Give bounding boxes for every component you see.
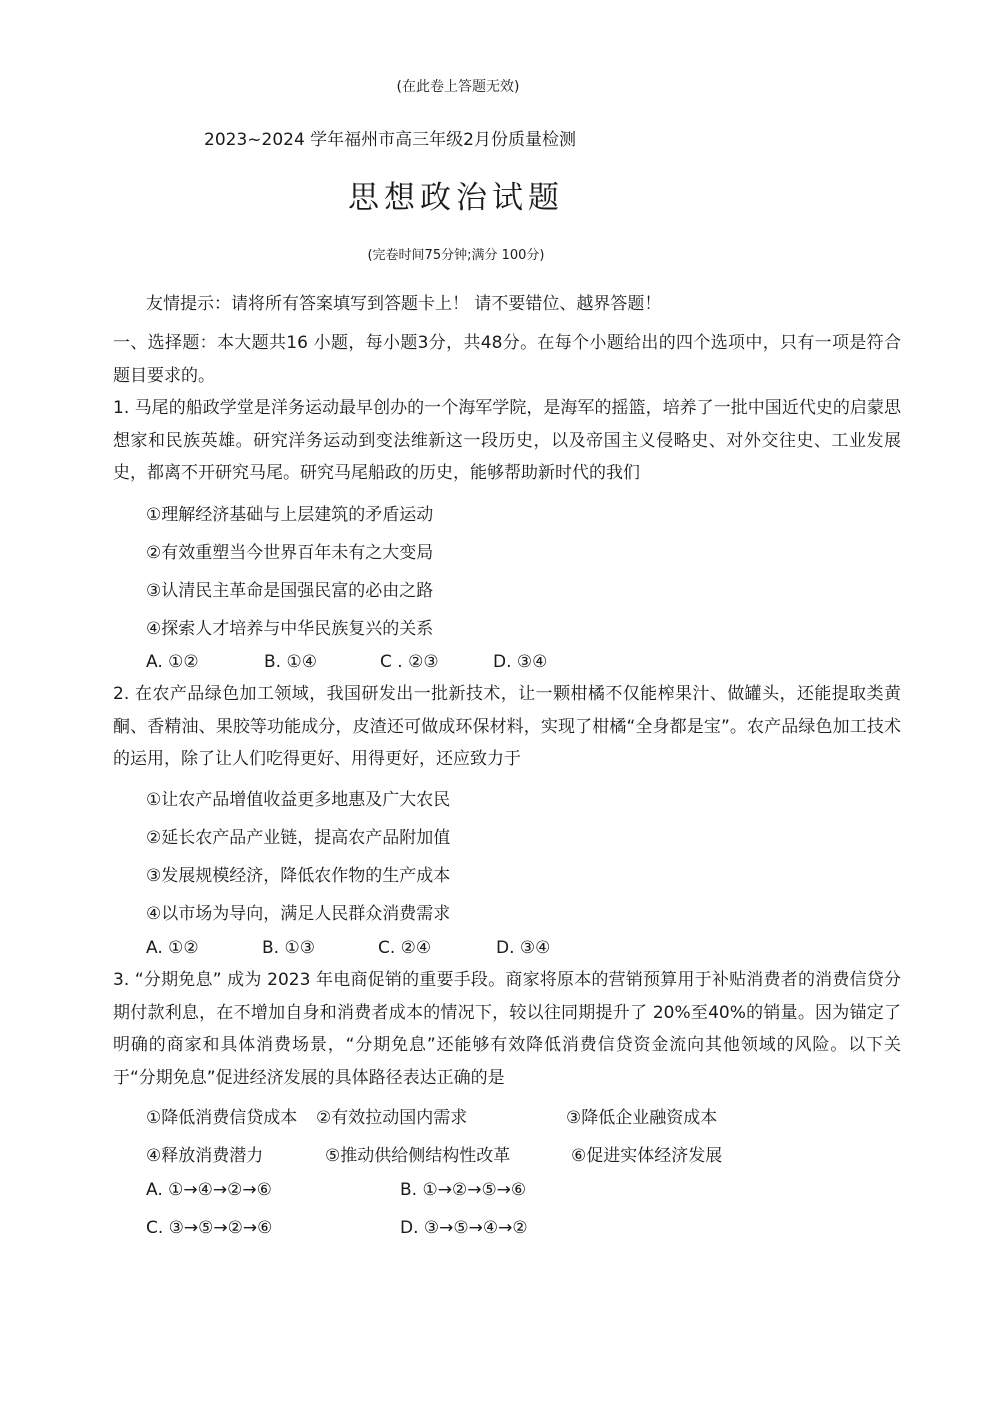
question-1-option-c[interactable]: C . ②③ xyxy=(380,652,439,672)
question-3-option-c[interactable]: C. ③→⑤→②→⑥ xyxy=(146,1218,273,1238)
friendly-tip: 友情提示：请将所有答案填写到答题卡上！ 请不要错位、越界答题！ xyxy=(146,294,662,314)
question-3-stem: 3. “分期免息” 成为 2023 年电商促销的重要手段。商家将原本的营销预算用于补贴消费者的消费信贷分期付款利息，在不增加自身和消费者成本的情况下，较以往同期提升了 20%至40%的销量。因为锚定了明确的商家和具体消费场景，“分期免息”还能够有效降低消费信贷资金流向其他领域的风险。以下关于“分期免息”促进经济发展的具体路径表达正确的是 xyxy=(113,970,901,1088)
question-1-item-1: ①理解经济基础与上层建筑的矛盾运动 xyxy=(146,505,434,525)
question-2-item-2: ②延长农产品产业链，提高农产品附加值 xyxy=(146,828,451,848)
question-3-item-4: ④释放消费潜力 xyxy=(146,1146,264,1166)
question-2-option-b[interactable]: B. ①③ xyxy=(262,938,315,958)
question-2-item-3: ③发展规模经济，降低农作物的生产成本 xyxy=(146,866,451,886)
question-3-option-b[interactable]: B. ①→②→⑤→⑥ xyxy=(400,1180,527,1200)
question-2-item-1: ①让农产品增值收益更多地惠及广大农民 xyxy=(146,790,451,810)
question-2-option-a[interactable]: A. ①② xyxy=(146,938,199,958)
question-3-item-2: ②有效拉动国内需求 xyxy=(316,1108,468,1128)
question-3-option-a[interactable]: A. ①→④→②→⑥ xyxy=(146,1180,272,1200)
question-1-option-d[interactable]: D. ③④ xyxy=(493,652,548,672)
question-3-item-5: ⑤推动供给侧结构性改革 xyxy=(325,1146,511,1166)
question-1-item-2: ②有效重塑当今世界百年未有之大变局 xyxy=(146,543,434,563)
exam-title: 2023~2024 学年福州市高三年级2月份质量检测 xyxy=(204,130,576,150)
question-2-option-d[interactable]: D. ③④ xyxy=(496,938,551,958)
question-3-option-d[interactable]: D. ③→⑤→④→② xyxy=(400,1218,528,1238)
question-1-item-4: ④探索人才培养与中华民族复兴的关系 xyxy=(146,619,434,639)
question-1-option-b[interactable]: B. ①④ xyxy=(264,652,317,672)
question-1-stem: 1. 马尾的船政学堂是洋务运动最早创办的一个海军学院，是海军的摇篮，培养了一批中国近代史的启蒙思想家和民族英雄。研究洋务运动到变法维新这一段历史，以及帝国主义侵略史、对外交往史、工业发展史，都离不开研究马尾。研究马尾船政的历史，能够帮助新时代的我们 xyxy=(113,398,901,483)
exam-duration: (完卷时间75分钟;满分 100分) xyxy=(367,248,545,263)
question-2-stem: 2. 在农产品绿色加工领域，我国研发出一批新技术，让一颗柑橘不仅能榨果汁、做罐头，还能提取类黄酮、香精油、果胶等功能成分，皮渣还可做成环保材料，实现了柑橘“全身都是宝”。农产品绿色加工技术的运用，除了让人们吃得更好、用得更好，还应致力于 xyxy=(113,684,901,769)
section-heading: 一、选择题：本大题共16 小题，每小题3分，共48分。在每个小题给出的四个选项中，只有一项是符合题目要求的。 xyxy=(113,333,901,386)
invalid-answer-notice: (在此卷上答题无效) xyxy=(396,79,520,95)
question-1-item-3: ③认清民主革命是国强民富的必由之路 xyxy=(146,581,434,601)
question-3-item-6: ⑥促进实体经济发展 xyxy=(571,1146,723,1166)
question-2-option-c[interactable]: C. ②④ xyxy=(378,938,432,958)
question-2-item-4: ④以市场为导向，满足人民群众消费需求 xyxy=(146,904,451,924)
question-3-item-3: ③降低企业融资成本 xyxy=(566,1108,718,1128)
question-1-option-a[interactable]: A. ①② xyxy=(146,652,199,672)
subject-title: 思想政治试题 xyxy=(348,180,564,216)
question-3-item-1: ①降低消费信贷成本 xyxy=(146,1108,298,1128)
